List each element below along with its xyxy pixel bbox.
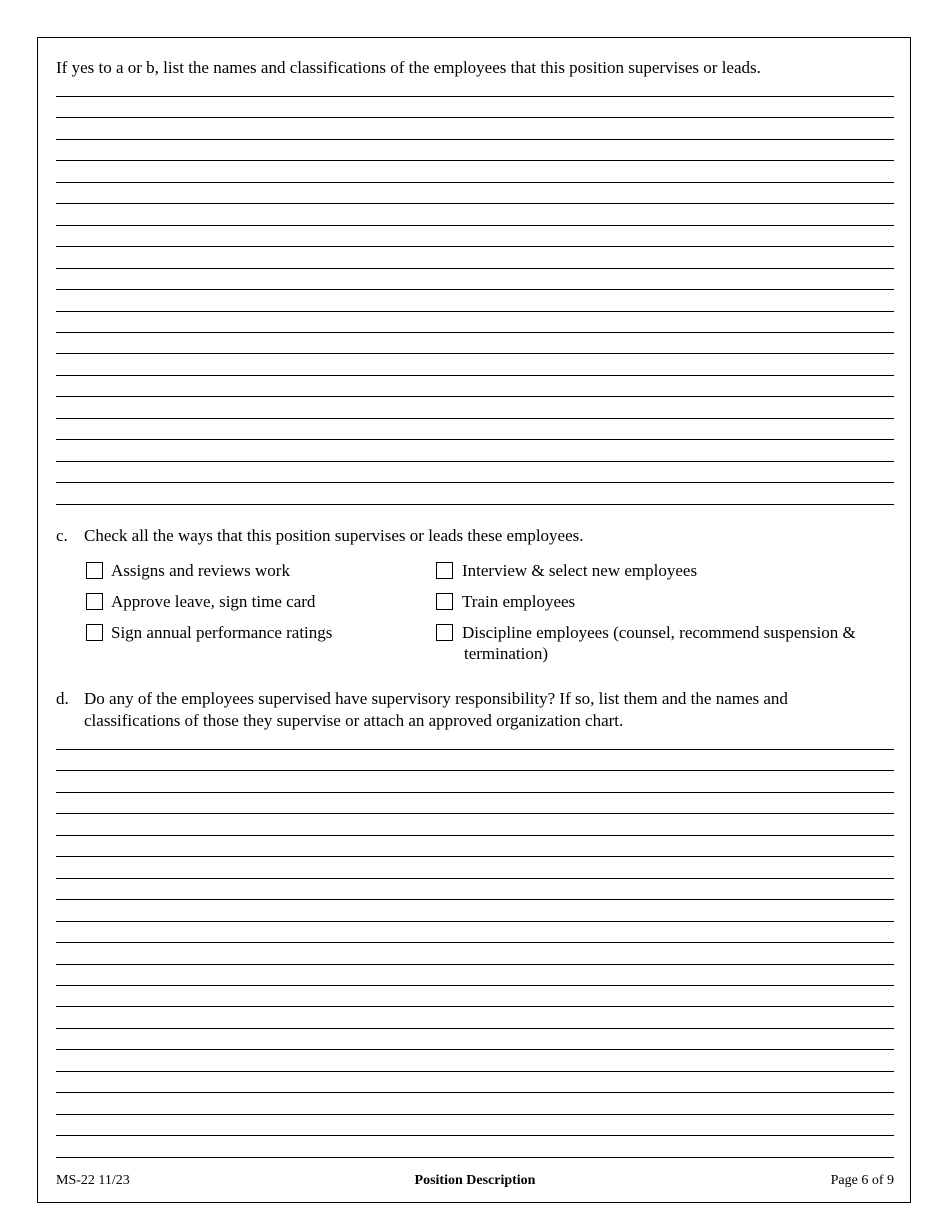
answer-line[interactable]: [56, 792, 894, 793]
answer-line[interactable]: [56, 396, 894, 397]
answer-line[interactable]: [56, 289, 894, 290]
answer-line[interactable]: [56, 985, 894, 986]
answer-line[interactable]: [56, 921, 894, 922]
answer-line[interactable]: [56, 1049, 894, 1050]
option-discipline-employees-label-line1: Discipline employees (counsel, recommend suspension &: [462, 623, 856, 642]
footer-title: Position Description: [414, 1173, 536, 1188]
answer-line[interactable]: [56, 856, 894, 857]
question-d-line1: Do any of the employees supervised have supervisory responsibility? If so, list them and the names and: [84, 689, 788, 708]
answer-line[interactable]: [56, 1071, 894, 1072]
answer-line[interactable]: [56, 770, 894, 771]
footer-form-code: MS-22 11/23: [56, 1173, 130, 1188]
option-assigns-reviews-work-label: Assigns and reviews work: [111, 561, 290, 580]
answer-line[interactable]: [56, 1157, 894, 1158]
answer-line[interactable]: [56, 964, 894, 965]
answer-line[interactable]: [56, 504, 894, 505]
answer-line[interactable]: [56, 942, 894, 943]
footer-page-number: Page 6 of 9: [830, 1173, 894, 1188]
answer-line[interactable]: [56, 203, 894, 204]
checkbox-assigns-reviews-work[interactable]: [86, 562, 103, 579]
checkbox-discipline-employees[interactable]: [436, 624, 453, 641]
answer-line[interactable]: [56, 418, 894, 419]
answer-line[interactable]: [56, 268, 894, 269]
answer-line[interactable]: [56, 878, 894, 879]
answer-line[interactable]: [56, 1135, 894, 1136]
question-c-letter: c.: [56, 526, 68, 545]
answer-line[interactable]: [56, 1028, 894, 1029]
option-sign-performance-ratings-label: Sign annual performance ratings: [111, 623, 333, 642]
checkbox-train-employees[interactable]: [436, 593, 453, 610]
answer-line[interactable]: [56, 749, 894, 750]
checkbox-interview-select[interactable]: [436, 562, 453, 579]
answer-line[interactable]: [56, 1092, 894, 1093]
answer-line[interactable]: [56, 160, 894, 161]
option-interview-select-label: Interview & select new employees: [462, 561, 698, 580]
answer-line[interactable]: [56, 182, 894, 183]
option-discipline-employees-label-line2: termination): [464, 644, 549, 663]
answer-line[interactable]: [56, 482, 894, 483]
answer-line[interactable]: [56, 439, 894, 440]
answer-line[interactable]: [56, 117, 894, 118]
answer-line[interactable]: [56, 899, 894, 900]
question-c-prompt: Check all the ways that this position supervises or leads these employees.: [84, 526, 584, 545]
answer-line[interactable]: [56, 835, 894, 836]
answer-line[interactable]: [56, 225, 894, 226]
answer-line[interactable]: [56, 332, 894, 333]
checkbox-sign-performance-ratings[interactable]: [86, 624, 103, 641]
answer-line[interactable]: [56, 96, 894, 97]
intro-question: If yes to a or b, list the names and classifications of the employees that this position supervises or leads.: [56, 58, 761, 77]
option-train-employees-label: Train employees: [462, 592, 576, 611]
answer-line[interactable]: [56, 246, 894, 247]
answer-line[interactable]: [56, 1006, 894, 1007]
answer-line[interactable]: [56, 311, 894, 312]
checkbox-approve-leave[interactable]: [86, 593, 103, 610]
answer-line[interactable]: [56, 353, 894, 354]
answer-line[interactable]: [56, 813, 894, 814]
question-d-letter: d.: [56, 689, 69, 708]
option-approve-leave-label: Approve leave, sign time card: [111, 592, 316, 611]
question-d-line2: classifications of those they supervise or attach an approved organization chart.: [84, 711, 624, 730]
answer-line[interactable]: [56, 461, 894, 462]
answer-line[interactable]: [56, 1114, 894, 1115]
answer-line[interactable]: [56, 139, 894, 140]
answer-line[interactable]: [56, 375, 894, 376]
